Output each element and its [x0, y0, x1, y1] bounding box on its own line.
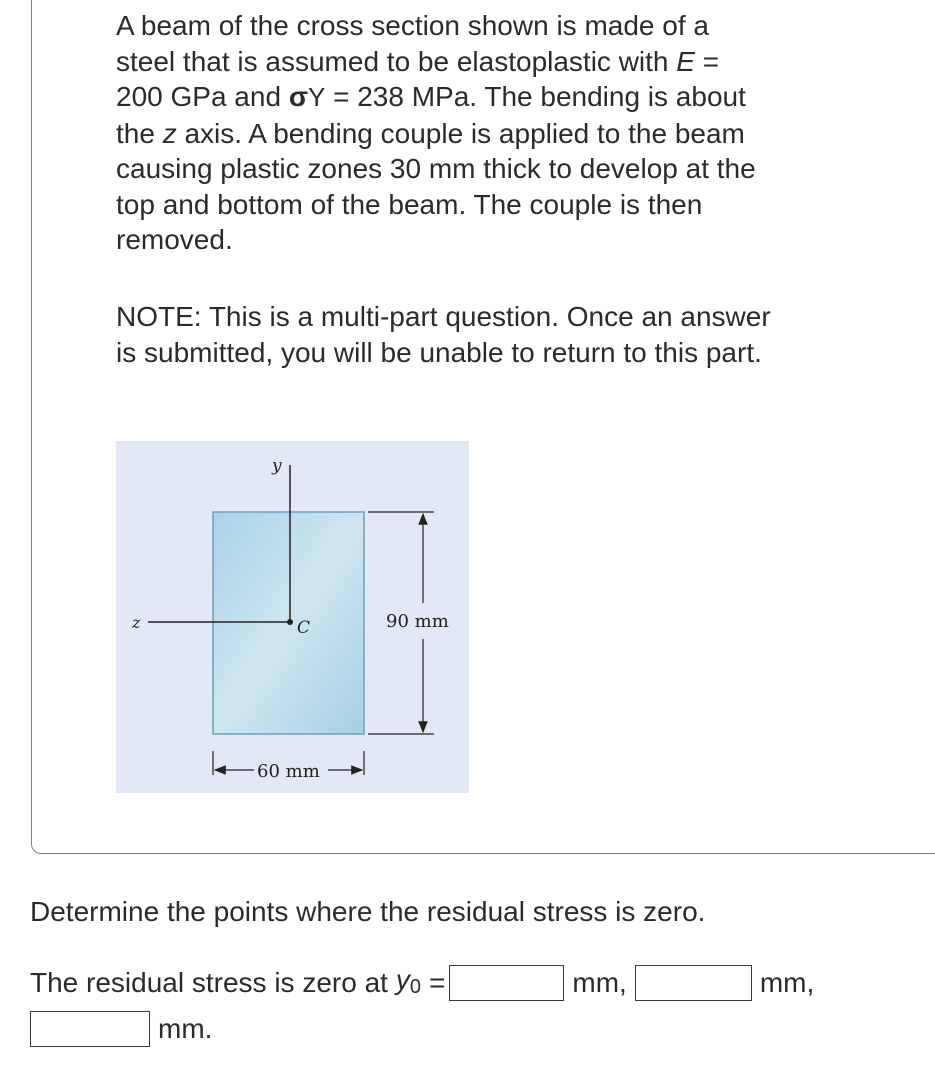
yield-subscript: Y: [307, 82, 326, 112]
problem-line-2: [116, 44, 856, 80]
answer-input-2[interactable]: [635, 965, 752, 1001]
note-line-1: NOTE: This is a multi-part question. Once an answer: [116, 301, 771, 332]
problem-line-4-rest: axis. A bending couple is applied to the beam: [176, 117, 745, 149]
problem-line-3: [116, 79, 856, 116]
multi-part-note: [116, 299, 876, 370]
note-line-2: is submitted, you will be unable to return to this part.: [116, 336, 762, 368]
problem-line-3-text: 200 GPa and: [116, 81, 289, 112]
problem-line-1: A beam of the cross section shown is made of a: [116, 10, 709, 41]
answer-prefix: The residual stress is zero at: [30, 967, 388, 998]
answer-input-1[interactable]: [449, 965, 564, 1001]
problem-line-4-text: the: [116, 117, 163, 149]
question-text: Determine the points where the residual stress is zero.: [30, 896, 706, 927]
unit-label-1: mm,: [572, 967, 627, 998]
problem-statement: [116, 8, 856, 258]
centroid-dot: [287, 619, 293, 625]
problem-line-7: removed.: [116, 224, 233, 255]
answer-row: [30, 962, 822, 1004]
y0-symbol: [396, 959, 421, 1008]
y-axis-label: y: [272, 456, 282, 476]
answer-input-3[interactable]: [30, 1011, 150, 1047]
problem-line-3-rest: = 238 MPa. The bending is about: [325, 81, 746, 112]
problem-line-4: [116, 116, 856, 152]
centroid-label: C: [297, 618, 311, 638]
cross-section-figure: [116, 441, 469, 793]
sigma-symbol: σ: [288, 81, 308, 112]
y0-subscript: 0: [409, 975, 422, 998]
width-dimension-label: 60 mm: [257, 761, 320, 782]
z-axis-label: z: [132, 613, 141, 632]
problem-line-2-eq: =: [694, 45, 720, 77]
unit-label-3: mm.: [158, 1013, 213, 1044]
y0-var: y: [395, 963, 410, 995]
problem-line-5: causing plastic zones 30 mm thick to develop at the: [116, 153, 756, 184]
height-dimension-label: 90 mm: [386, 611, 449, 632]
modulus-symbol: E: [676, 45, 695, 77]
unit-label-2: mm,: [759, 967, 815, 998]
problem-line-6: top and bottom of the beam. The couple is then: [116, 188, 703, 220]
answer-row-2: [30, 1008, 220, 1050]
z-axis-symbol: z: [162, 117, 177, 149]
equals-sign: =: [429, 967, 446, 998]
problem-line-2-text: steel that is assumed to be elastoplastic with: [116, 45, 677, 77]
